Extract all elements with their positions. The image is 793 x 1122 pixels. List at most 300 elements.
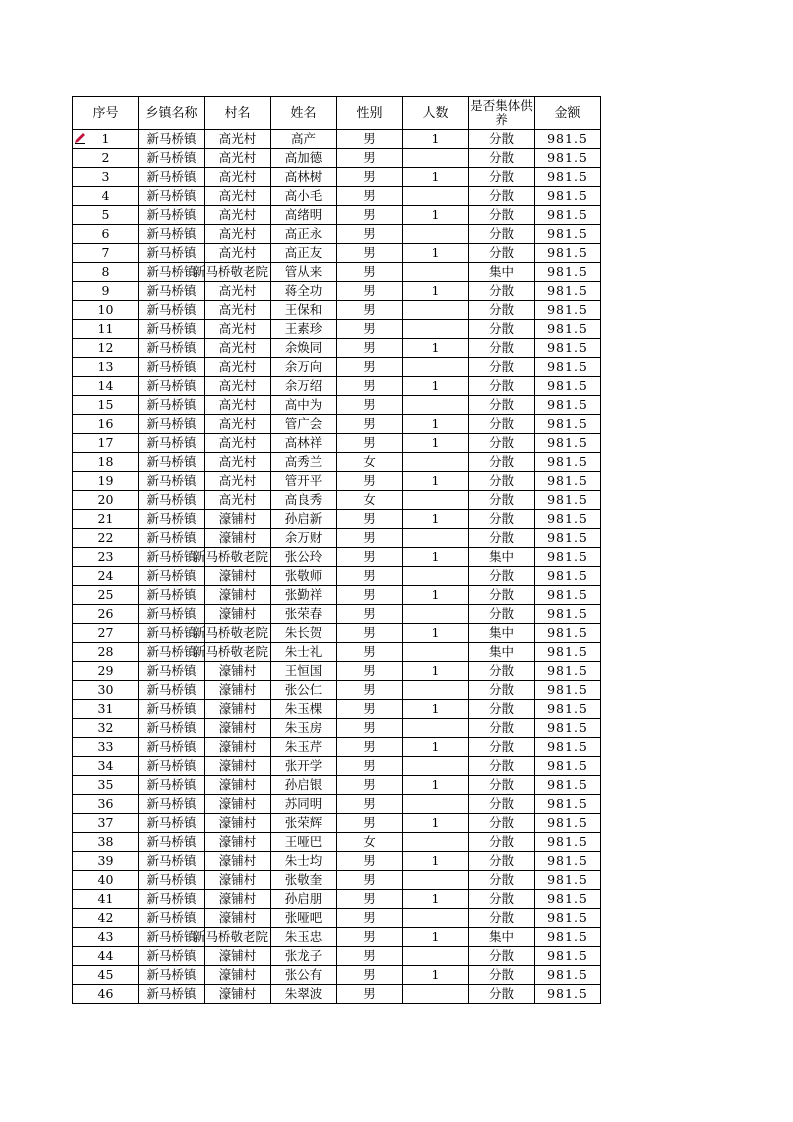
cell-support[interactable]: 分散 [469, 339, 535, 358]
cell-village[interactable]: 高光村 [205, 187, 271, 206]
cell-village[interactable]: 濠铺村 [205, 510, 271, 529]
cell-support[interactable]: 分散 [469, 168, 535, 187]
cell-village[interactable]: 濠铺村 [205, 586, 271, 605]
cell-name[interactable]: 朱玉忠 [271, 928, 337, 947]
cell-town[interactable]: 新马桥镇 [139, 282, 205, 301]
cell-name[interactable]: 高绪明 [271, 206, 337, 225]
cell-village[interactable]: 高光村 [205, 396, 271, 415]
cell-index[interactable]: 24 [73, 567, 139, 586]
cell-name[interactable]: 张敬师 [271, 567, 337, 586]
cell-gender[interactable]: 男 [337, 244, 403, 263]
cell-gender[interactable]: 男 [337, 206, 403, 225]
cell-support[interactable]: 分散 [469, 529, 535, 548]
cell-town[interactable]: 新马桥镇 [139, 510, 205, 529]
cell-name[interactable]: 管广会 [271, 415, 337, 434]
cell-village[interactable] [192, 548, 271, 567]
cell-index[interactable]: 19 [73, 472, 139, 491]
cell-count[interactable] [403, 909, 469, 928]
cell-town[interactable]: 新马桥镇 [139, 453, 205, 472]
cell-village[interactable]: 高光村 [205, 453, 271, 472]
cell-support[interactable]: 分散 [469, 662, 535, 681]
cell-gender[interactable]: 男 [337, 263, 403, 282]
cell-town[interactable]: 新马桥镇 [139, 928, 205, 947]
cell-village[interactable]: 高光村 [205, 149, 271, 168]
cell-name[interactable]: 高小毛 [271, 187, 337, 206]
cell-support[interactable]: 分散 [469, 244, 535, 263]
cell-name[interactable]: 余焕同 [271, 339, 337, 358]
cell-support[interactable]: 分散 [469, 567, 535, 586]
cell-name[interactable]: 高林祥 [271, 434, 337, 453]
cell-name[interactable]: 张公玲 [271, 548, 337, 567]
cell-gender[interactable]: 男 [337, 928, 403, 947]
cell-amount[interactable]: 981.5 [535, 453, 601, 472]
cell-town[interactable]: 新马桥镇 [139, 643, 205, 662]
cell-index[interactable]: 44 [73, 947, 139, 966]
cell-index[interactable]: 8 [73, 263, 139, 282]
cell-village[interactable]: 濠铺村 [205, 890, 271, 909]
cell-town[interactable]: 新马桥镇 [139, 947, 205, 966]
cell-gender[interactable]: 男 [337, 890, 403, 909]
cell-index[interactable]: 21 [73, 510, 139, 529]
cell-index[interactable]: 23 [73, 548, 139, 567]
cell-count[interactable] [403, 396, 469, 415]
cell-gender[interactable]: 男 [337, 909, 403, 928]
cell-gender[interactable]: 男 [337, 852, 403, 871]
cell-count[interactable] [403, 871, 469, 890]
cell-name[interactable]: 张荣辉 [271, 814, 337, 833]
cell-name[interactable]: 张龙子 [271, 947, 337, 966]
cell-support[interactable]: 集中 [469, 624, 535, 643]
cell-name[interactable]: 高良秀 [271, 491, 337, 510]
cell-name[interactable]: 余万向 [271, 358, 337, 377]
cell-amount[interactable]: 981.5 [535, 909, 601, 928]
cell-village[interactable] [192, 928, 271, 947]
cell-count[interactable]: 1 [403, 510, 469, 529]
cell-amount[interactable]: 981.5 [535, 833, 601, 852]
cell-town[interactable]: 新马桥镇 [139, 415, 205, 434]
cell-amount[interactable]: 981.5 [535, 301, 601, 320]
cell-name[interactable]: 张荣春 [271, 605, 337, 624]
cell-support[interactable]: 分散 [469, 757, 535, 776]
cell-count[interactable] [403, 149, 469, 168]
cell-town[interactable]: 新马桥镇 [139, 187, 205, 206]
cell-name[interactable]: 王素珍 [271, 320, 337, 339]
cell-count[interactable]: 1 [403, 776, 469, 795]
cell-amount[interactable]: 981.5 [535, 529, 601, 548]
cell-gender[interactable]: 男 [337, 510, 403, 529]
cell-town[interactable]: 新马桥镇 [139, 434, 205, 453]
cell-village[interactable] [192, 624, 271, 643]
cell-support[interactable]: 分散 [469, 795, 535, 814]
cell-support[interactable]: 分散 [469, 852, 535, 871]
cell-gender[interactable]: 男 [337, 947, 403, 966]
cell-amount[interactable]: 981.5 [535, 434, 601, 453]
cell-support[interactable]: 分散 [469, 472, 535, 491]
cell-town[interactable]: 新马桥镇 [139, 301, 205, 320]
cell-name[interactable]: 张哑吧 [271, 909, 337, 928]
cell-count[interactable]: 1 [403, 814, 469, 833]
cell-village[interactable]: 濠铺村 [205, 738, 271, 757]
cell-count[interactable]: 1 [403, 662, 469, 681]
cell-support[interactable]: 分散 [469, 871, 535, 890]
cell-index[interactable]: 34 [73, 757, 139, 776]
cell-count[interactable] [403, 833, 469, 852]
cell-count[interactable]: 1 [403, 700, 469, 719]
cell-gender[interactable]: 男 [337, 738, 403, 757]
cell-gender[interactable]: 男 [337, 966, 403, 985]
cell-support[interactable]: 分散 [469, 776, 535, 795]
cell-count[interactable] [403, 187, 469, 206]
cell-amount[interactable]: 981.5 [535, 605, 601, 624]
cell-amount[interactable]: 981.5 [535, 225, 601, 244]
cell-support[interactable]: 分散 [469, 130, 535, 149]
cell-support[interactable]: 集中 [469, 548, 535, 567]
cell-gender[interactable]: 男 [337, 301, 403, 320]
cell-town[interactable]: 新马桥镇 [139, 814, 205, 833]
cell-gender[interactable]: 男 [337, 548, 403, 567]
cell-amount[interactable]: 981.5 [535, 985, 601, 1004]
cell-village[interactable]: 濠铺村 [205, 833, 271, 852]
cell-index[interactable]: 5 [73, 206, 139, 225]
cell-gender[interactable]: 男 [337, 814, 403, 833]
cell-village[interactable]: 高光村 [205, 282, 271, 301]
cell-index[interactable]: 7 [73, 244, 139, 263]
cell-village[interactable]: 濠铺村 [205, 700, 271, 719]
cell-village[interactable]: 高光村 [205, 434, 271, 453]
cell-amount[interactable]: 981.5 [535, 928, 601, 947]
cell-amount[interactable]: 981.5 [535, 358, 601, 377]
cell-gender[interactable]: 男 [337, 225, 403, 244]
cell-support[interactable]: 分散 [469, 719, 535, 738]
cell-amount[interactable]: 981.5 [535, 510, 601, 529]
cell-index[interactable]: 28 [73, 643, 139, 662]
cell-village[interactable]: 高光村 [205, 168, 271, 187]
cell-support[interactable]: 分散 [469, 206, 535, 225]
cell-name[interactable]: 管从来 [271, 263, 337, 282]
cell-amount[interactable]: 981.5 [535, 719, 601, 738]
cell-name[interactable]: 孙启朋 [271, 890, 337, 909]
cell-gender[interactable]: 男 [337, 396, 403, 415]
cell-gender[interactable]: 女 [337, 833, 403, 852]
cell-gender[interactable]: 男 [337, 719, 403, 738]
cell-amount[interactable]: 981.5 [535, 662, 601, 681]
cell-town[interactable]: 新马桥镇 [139, 909, 205, 928]
cell-gender[interactable]: 男 [337, 757, 403, 776]
cell-count[interactable] [403, 719, 469, 738]
cell-village[interactable]: 濠铺村 [205, 529, 271, 548]
cell-index[interactable]: 10 [73, 301, 139, 320]
cell-village[interactable]: 濠铺村 [205, 947, 271, 966]
cell-amount[interactable]: 981.5 [535, 282, 601, 301]
cell-count[interactable]: 1 [403, 130, 469, 149]
cell-index[interactable]: 25 [73, 586, 139, 605]
cell-gender[interactable]: 男 [337, 358, 403, 377]
cell-name[interactable]: 王保和 [271, 301, 337, 320]
cell-gender[interactable]: 男 [337, 586, 403, 605]
cell-amount[interactable]: 981.5 [535, 396, 601, 415]
cell-name[interactable]: 苏同明 [271, 795, 337, 814]
cell-gender[interactable]: 男 [337, 985, 403, 1004]
cell-support[interactable]: 分散 [469, 700, 535, 719]
cell-support[interactable]: 分散 [469, 491, 535, 510]
cell-index[interactable]: 43 [73, 928, 139, 947]
cell-gender[interactable]: 男 [337, 320, 403, 339]
cell-village[interactable]: 濠铺村 [205, 662, 271, 681]
cell-amount[interactable]: 981.5 [535, 947, 601, 966]
cell-support[interactable]: 分散 [469, 434, 535, 453]
cell-name[interactable]: 高正友 [271, 244, 337, 263]
cell-index[interactable]: 15 [73, 396, 139, 415]
cell-support[interactable]: 集中 [469, 928, 535, 947]
cell-village[interactable]: 高光村 [205, 472, 271, 491]
cell-amount[interactable]: 981.5 [535, 738, 601, 757]
cell-name[interactable]: 孙启新 [271, 510, 337, 529]
cell-village[interactable]: 濠铺村 [205, 605, 271, 624]
cell-village[interactable]: 高光村 [205, 130, 271, 149]
cell-town[interactable]: 新马桥镇 [139, 225, 205, 244]
cell-count[interactable]: 1 [403, 890, 469, 909]
cell-index[interactable]: 27 [73, 624, 139, 643]
cell-amount[interactable]: 981.5 [535, 795, 601, 814]
cell-support[interactable]: 分散 [469, 985, 535, 1004]
cell-village[interactable]: 濠铺村 [205, 871, 271, 890]
cell-count[interactable]: 1 [403, 852, 469, 871]
cell-support[interactable]: 分散 [469, 301, 535, 320]
cell-support[interactable]: 集中 [469, 643, 535, 662]
cell-town[interactable]: 新马桥镇 [139, 890, 205, 909]
cell-village[interactable]: 高光村 [205, 339, 271, 358]
cell-support[interactable]: 分散 [469, 187, 535, 206]
cell-gender[interactable]: 男 [337, 776, 403, 795]
cell-name[interactable]: 朱玉芹 [271, 738, 337, 757]
cell-name[interactable]: 高秀兰 [271, 453, 337, 472]
cell-count[interactable]: 1 [403, 434, 469, 453]
cell-count[interactable] [403, 491, 469, 510]
cell-town[interactable]: 新马桥镇 [139, 605, 205, 624]
cell-amount[interactable]: 981.5 [535, 491, 601, 510]
cell-count[interactable]: 1 [403, 586, 469, 605]
cell-count[interactable]: 1 [403, 928, 469, 947]
cell-index[interactable]: 17 [73, 434, 139, 453]
cell-index[interactable]: 6 [73, 225, 139, 244]
cell-name[interactable]: 余万绍 [271, 377, 337, 396]
cell-gender[interactable]: 男 [337, 415, 403, 434]
cell-support[interactable]: 分散 [469, 966, 535, 985]
cell-support[interactable]: 分散 [469, 415, 535, 434]
cell-count[interactable]: 1 [403, 548, 469, 567]
cell-amount[interactable]: 981.5 [535, 548, 601, 567]
cell-index[interactable]: 35 [73, 776, 139, 795]
cell-amount[interactable]: 981.5 [535, 339, 601, 358]
cell-amount[interactable]: 981.5 [535, 681, 601, 700]
cell-count[interactable] [403, 263, 469, 282]
cell-village[interactable]: 高光村 [205, 244, 271, 263]
cell-gender[interactable]: 女 [337, 453, 403, 472]
cell-town[interactable]: 新马桥镇 [139, 966, 205, 985]
cell-support[interactable]: 分散 [469, 909, 535, 928]
cell-count[interactable]: 1 [403, 244, 469, 263]
cell-town[interactable]: 新马桥镇 [139, 396, 205, 415]
cell-index[interactable]: 37 [73, 814, 139, 833]
cell-town[interactable]: 新马桥镇 [139, 681, 205, 700]
cell-village[interactable]: 濠铺村 [205, 852, 271, 871]
cell-town[interactable]: 新马桥镇 [139, 833, 205, 852]
cell-amount[interactable]: 981.5 [535, 377, 601, 396]
cell-index[interactable]: 46 [73, 985, 139, 1004]
cell-name[interactable]: 高加德 [271, 149, 337, 168]
cell-support[interactable]: 分散 [469, 149, 535, 168]
cell-count[interactable] [403, 681, 469, 700]
cell-amount[interactable]: 981.5 [535, 890, 601, 909]
cell-town[interactable]: 新马桥镇 [139, 795, 205, 814]
cell-count[interactable] [403, 225, 469, 244]
cell-town[interactable]: 新马桥镇 [139, 529, 205, 548]
cell-village[interactable]: 高光村 [205, 320, 271, 339]
cell-name[interactable]: 朱士礼 [271, 643, 337, 662]
cell-count[interactable] [403, 985, 469, 1004]
cell-name[interactable]: 王哑巴 [271, 833, 337, 852]
cell-support[interactable]: 分散 [469, 586, 535, 605]
cell-village[interactable]: 濠铺村 [205, 795, 271, 814]
cell-gender[interactable]: 男 [337, 434, 403, 453]
cell-town[interactable]: 新马桥镇 [139, 662, 205, 681]
cell-village[interactable] [192, 643, 271, 662]
cell-support[interactable]: 分散 [469, 377, 535, 396]
cell-gender[interactable]: 男 [337, 871, 403, 890]
cell-index[interactable]: 3 [73, 168, 139, 187]
cell-index[interactable]: 11 [73, 320, 139, 339]
cell-gender[interactable]: 男 [337, 472, 403, 491]
cell-village[interactable]: 濠铺村 [205, 966, 271, 985]
cell-amount[interactable]: 981.5 [535, 776, 601, 795]
cell-name[interactable]: 朱玉棵 [271, 700, 337, 719]
cell-name[interactable]: 朱玉房 [271, 719, 337, 738]
cell-amount[interactable]: 981.5 [535, 624, 601, 643]
cell-count[interactable] [403, 795, 469, 814]
cell-village[interactable]: 濠铺村 [205, 719, 271, 738]
cell-amount[interactable]: 981.5 [535, 643, 601, 662]
cell-village[interactable]: 濠铺村 [205, 776, 271, 795]
cell-support[interactable]: 分散 [469, 358, 535, 377]
cell-amount[interactable]: 981.5 [535, 320, 601, 339]
cell-town[interactable]: 新马桥镇 [139, 776, 205, 795]
cell-town[interactable]: 新马桥镇 [139, 168, 205, 187]
cell-name[interactable]: 管开平 [271, 472, 337, 491]
cell-amount[interactable]: 981.5 [535, 567, 601, 586]
cell-count[interactable] [403, 358, 469, 377]
cell-count[interactable] [403, 320, 469, 339]
cell-support[interactable]: 分散 [469, 833, 535, 852]
cell-support[interactable]: 分散 [469, 605, 535, 624]
cell-amount[interactable]: 981.5 [535, 415, 601, 434]
cell-town[interactable]: 新马桥镇 [139, 871, 205, 890]
cell-index[interactable]: 2 [73, 149, 139, 168]
cell-gender[interactable]: 男 [337, 681, 403, 700]
cell-amount[interactable]: 981.5 [535, 700, 601, 719]
cell-support[interactable]: 分散 [469, 320, 535, 339]
cell-count[interactable] [403, 605, 469, 624]
cell-name[interactable]: 高产 [271, 130, 337, 149]
cell-amount[interactable]: 981.5 [535, 168, 601, 187]
cell-amount[interactable]: 981.5 [535, 206, 601, 225]
cell-count[interactable] [403, 947, 469, 966]
cell-gender[interactable]: 男 [337, 377, 403, 396]
cell-index[interactable]: 9 [73, 282, 139, 301]
cell-index[interactable]: 12 [73, 339, 139, 358]
cell-index[interactable] [73, 130, 139, 149]
cell-town[interactable]: 新马桥镇 [139, 548, 205, 567]
cell-town[interactable]: 新马桥镇 [139, 624, 205, 643]
cell-index[interactable]: 31 [73, 700, 139, 719]
cell-village[interactable]: 濠铺村 [205, 814, 271, 833]
cell-count[interactable]: 1 [403, 472, 469, 491]
cell-support[interactable]: 分散 [469, 947, 535, 966]
cell-index[interactable]: 41 [73, 890, 139, 909]
cell-name[interactable]: 朱翠波 [271, 985, 337, 1004]
cell-town[interactable]: 新马桥镇 [139, 320, 205, 339]
cell-support[interactable]: 集中 [469, 263, 535, 282]
cell-index[interactable]: 26 [73, 605, 139, 624]
cell-count[interactable]: 1 [403, 738, 469, 757]
cell-village[interactable]: 濠铺村 [205, 681, 271, 700]
cell-town[interactable]: 新马桥镇 [139, 985, 205, 1004]
cell-index[interactable]: 14 [73, 377, 139, 396]
cell-amount[interactable]: 981.5 [535, 244, 601, 263]
cell-name[interactable]: 张敬奎 [271, 871, 337, 890]
cell-town[interactable]: 新马桥镇 [139, 738, 205, 757]
cell-amount[interactable]: 981.5 [535, 149, 601, 168]
cell-gender[interactable]: 男 [337, 339, 403, 358]
cell-count[interactable] [403, 529, 469, 548]
cell-count[interactable]: 1 [403, 168, 469, 187]
cell-name[interactable]: 王恒国 [271, 662, 337, 681]
cell-support[interactable]: 分散 [469, 396, 535, 415]
cell-index[interactable]: 22 [73, 529, 139, 548]
cell-amount[interactable]: 981.5 [535, 966, 601, 985]
cell-village[interactable]: 濠铺村 [205, 567, 271, 586]
cell-count[interactable]: 1 [403, 206, 469, 225]
cell-town[interactable]: 新马桥镇 [139, 757, 205, 776]
cell-gender[interactable]: 女 [337, 491, 403, 510]
cell-village[interactable]: 高光村 [205, 377, 271, 396]
cell-index[interactable]: 16 [73, 415, 139, 434]
cell-name[interactable]: 张开学 [271, 757, 337, 776]
cell-count[interactable] [403, 643, 469, 662]
cell-name[interactable]: 蒋全功 [271, 282, 337, 301]
cell-town[interactable]: 新马桥镇 [139, 852, 205, 871]
cell-town[interactable]: 新马桥镇 [139, 491, 205, 510]
cell-amount[interactable]: 981.5 [535, 263, 601, 282]
cell-index[interactable]: 39 [73, 852, 139, 871]
cell-gender[interactable]: 男 [337, 700, 403, 719]
cell-town[interactable]: 新马桥镇 [139, 263, 205, 282]
cell-town[interactable]: 新马桥镇 [139, 206, 205, 225]
cell-amount[interactable]: 981.5 [535, 586, 601, 605]
cell-name[interactable]: 朱长贺 [271, 624, 337, 643]
cell-count[interactable] [403, 567, 469, 586]
cell-town[interactable]: 新马桥镇 [139, 130, 205, 149]
cell-name[interactable]: 高林树 [271, 168, 337, 187]
cell-amount[interactable]: 981.5 [535, 187, 601, 206]
cell-index[interactable]: 20 [73, 491, 139, 510]
cell-support[interactable]: 分散 [469, 738, 535, 757]
cell-gender[interactable]: 男 [337, 567, 403, 586]
cell-support[interactable]: 分散 [469, 225, 535, 244]
cell-support[interactable]: 分散 [469, 453, 535, 472]
cell-town[interactable]: 新马桥镇 [139, 339, 205, 358]
cell-village[interactable]: 高光村 [205, 301, 271, 320]
cell-count[interactable]: 1 [403, 339, 469, 358]
